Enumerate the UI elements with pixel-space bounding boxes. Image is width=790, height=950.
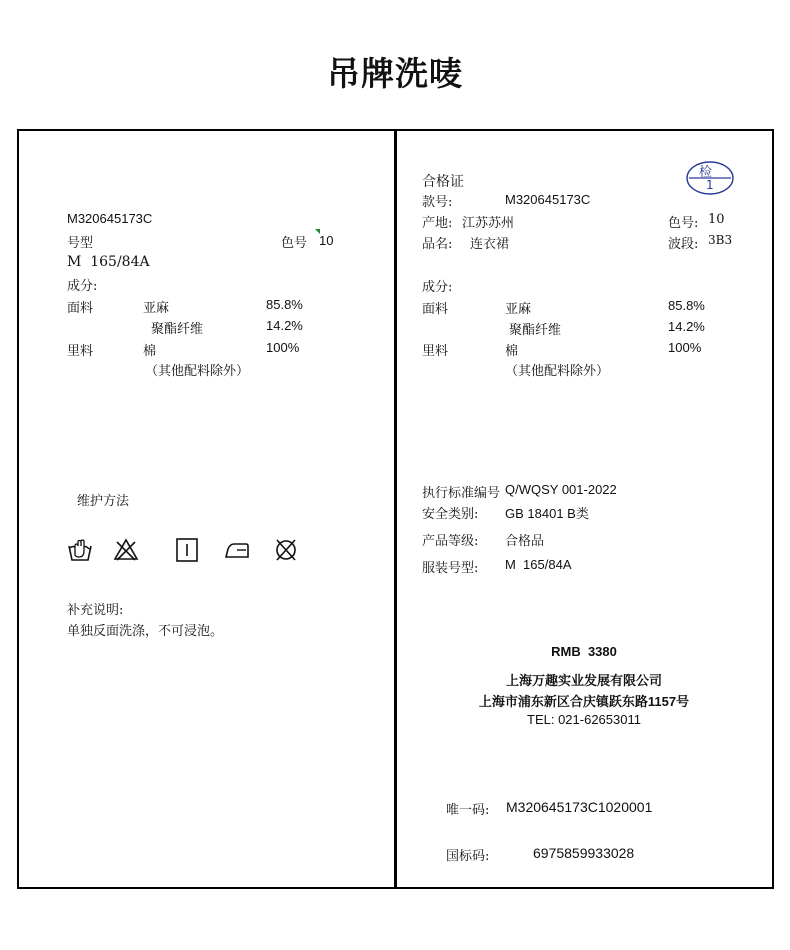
hand-wash-icon xyxy=(67,537,93,563)
left-composition-label: 成分: xyxy=(67,279,98,294)
origin-label: 产地: xyxy=(422,216,453,231)
right-color-label: 色号: xyxy=(668,216,699,231)
grade-label: 产品等级: xyxy=(422,534,479,549)
care-title: 维护方法 xyxy=(77,494,130,509)
left-lining-label: 里料 xyxy=(67,344,94,359)
garment-size-label: 服装号型: xyxy=(422,561,479,576)
grade-value: 合格品 xyxy=(505,534,545,549)
right-shell-material-2: 聚酯纤维 xyxy=(509,323,562,338)
supplement-text: 单独反面洗涤，不可浸泡。 xyxy=(67,624,224,639)
standard-value: Q/WQSY 001-2022 xyxy=(505,482,617,497)
left-style-code: M320645173C xyxy=(67,211,153,226)
barcode-value: 6975859933028 xyxy=(533,845,635,861)
company-address: 上海市浦东新区合庆镇跃东路1157号 xyxy=(478,694,690,709)
origin-value: 江苏苏州 xyxy=(462,216,515,231)
product-name-label: 品名: xyxy=(422,237,453,252)
stamp-number: 1 xyxy=(706,178,714,192)
right-shell-percent-1: 85.8% xyxy=(668,298,705,313)
right-composition-label: 成分: xyxy=(422,280,453,295)
safety-label: 安全类别: xyxy=(422,507,479,522)
right-lining-percent: 100% xyxy=(668,340,702,355)
garment-size-value: M 165/84A xyxy=(505,557,572,572)
certificate-title: 合格证 xyxy=(422,174,464,190)
do-not-dry-clean-icon xyxy=(273,537,299,563)
page-title: 吊牌洗唛 xyxy=(327,54,463,93)
product-name-value: 连衣裙 xyxy=(470,237,510,252)
left-lining-material: 棉 xyxy=(143,344,157,359)
right-shell-percent-2: 14.2% xyxy=(668,319,705,334)
left-color-value: 10 xyxy=(319,233,334,248)
wave-value: 3B3 xyxy=(708,233,733,247)
left-shell-percent-2: 14.2% xyxy=(266,318,303,333)
style-label: 款号: xyxy=(422,195,453,210)
safety-value: GB 18401 B类 xyxy=(505,506,589,521)
left-shell-material-2: 聚酯纤维 xyxy=(151,322,204,337)
line-dry-icon xyxy=(174,537,200,563)
right-lining-label: 里料 xyxy=(422,344,449,359)
left-size-label: 号型 xyxy=(67,236,94,251)
left-shell-material-1: 亚麻 xyxy=(143,301,170,316)
right-shell-label: 面料 xyxy=(422,302,449,317)
do-not-bleach-icon xyxy=(113,537,139,563)
supplement-label: 补充说明: xyxy=(67,603,124,618)
right-shell-material-1: 亚麻 xyxy=(505,302,532,317)
left-color-label: 色号 xyxy=(281,236,308,251)
unique-code-value: M320645173C1020001 xyxy=(506,799,653,815)
standard-label: 执行标准编号 xyxy=(422,486,501,501)
company-name: 上海万趣实业发展有限公司 xyxy=(505,673,662,688)
left-lining-percent: 100% xyxy=(266,340,300,355)
barcode-label: 国标码: xyxy=(446,849,490,864)
unique-code-label: 唯一码: xyxy=(446,803,490,818)
right-lining-material: 棉 xyxy=(505,344,519,359)
left-shell-percent-1: 85.8% xyxy=(266,297,303,312)
iron-low-icon xyxy=(224,537,250,563)
left-exclusion-note: （其他配料除外） xyxy=(145,364,250,379)
left-shell-label: 面料 xyxy=(67,301,94,316)
right-exclusion-note: （其他配料除外） xyxy=(505,364,610,379)
price: RMB 3380 xyxy=(551,644,617,659)
left-size-value: M 165/84A xyxy=(67,254,150,270)
company-tel: TEL: 021-62653011 xyxy=(527,712,641,727)
wave-label: 波段: xyxy=(668,237,699,252)
style-value: M320645173C xyxy=(505,192,591,207)
stamp-top-text: 检 xyxy=(699,165,713,180)
right-color-value: 10 xyxy=(708,212,725,227)
